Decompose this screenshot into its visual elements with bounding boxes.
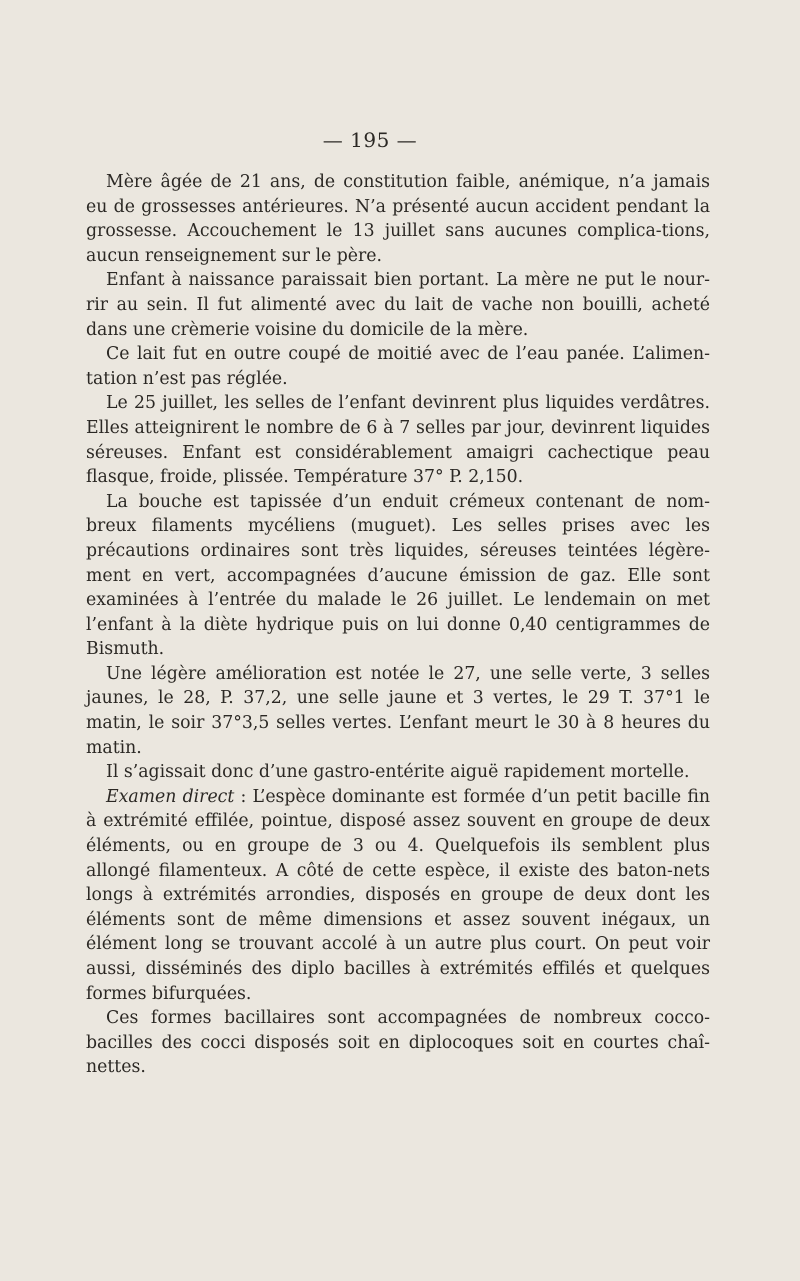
examen-text: : L’espèce dominante est formée d’un petit bacille fin à extrémité effilée, pointue, disposé assez souvent en groupe de deux éléments, ou en groupe de 3 ou 4. Quelquefois ils semblent plus allongé filamenteux. A côté de cette espèce, il existe des baton-nets longs à extrémités arrondies, disposés en groupe de deux dont les éléments sont de même dimensions et assez souvent inégaux, un élément long se trouvant accolé à un autre plus court. On peut voir aussi, disséminés des diplo bacilles à extrémités effilés et quelques formes bifurquées. [86,786,710,1004]
paragraph-examen [86,785,710,1006]
paragraph-evolution: Une légère amélioration est notée le 27, une selle verte, 3 selles jaunes, le 28, P. 37,2, une selle jaune et 3 vertes, le 29 T. 37°1 le matin, le soir 37°3,5 selles vertes. L’enfant meurt le 30 à 8 heures du matin. [86,663,710,758]
paragraph-birth: Enfant à naissance paraissait bien portant. La mère ne put le nour-rir au sein. Il fut alimenté avec du lait de vache non bouilli, acheté dans une crèmerie voisine du domicile de la mère. [86,270,710,340]
paragraph-final: Ces formes bacillaires sont accompagnées de nombreux cocco-bacilles des cocci disposés soit en diplocoques soit en courtes chaî-nettes. [86,1008,710,1078]
paragraph-symptoms: Le 25 juillet, les selles de l’enfant devinrent plus liquides verdâtres. Elles atteignirent le nombre de 6 à 7 selles par jour, devinrent liquides séreuses. Enfant est considérablement amaigri cachectique peau flasque, froide, plissée. Température 37° P. 2,150. [86,393,710,488]
examen-label: Examen direct [106,786,235,807]
paragraph-mouth: La bouche est tapissée d’un enduit crémeux contenant de nom-breux filaments mycéliens (muguet). Les selles prises avec les précautions ordinaires sont très liquides, séreuses teintées légère-ment en vert, accompagnées d’aucune émission de gaz. Elle sont examinées à l’entrée du malade le 26 juillet. Le lendemain on met l’enfant à la diète hydrique puis on lui donne 0,40 centigrammes de Bismuth. [86,491,710,660]
paragraph-diagnosis: Il s’agissait donc d’une gastro-entérite aiguë rapidement mortelle. [106,762,690,783]
body-text [86,170,710,1080]
page-number: — 195 — [322,128,418,152]
paragraph-mother: Mère âgée de 21 ans, de constitution faible, anémique, n’a jamais eu de grossesses antérieures. N’a présenté aucun accident pendant la grossesse. Accouchement le 13 juillet sans aucunes complica-tions, aucun renseignement sur le père. [86,172,710,266]
paragraph-milk: Ce lait fut en outre coupé de moitié avec de l’eau panée. L’alimen-tation n’est pas réglée. [86,344,710,389]
